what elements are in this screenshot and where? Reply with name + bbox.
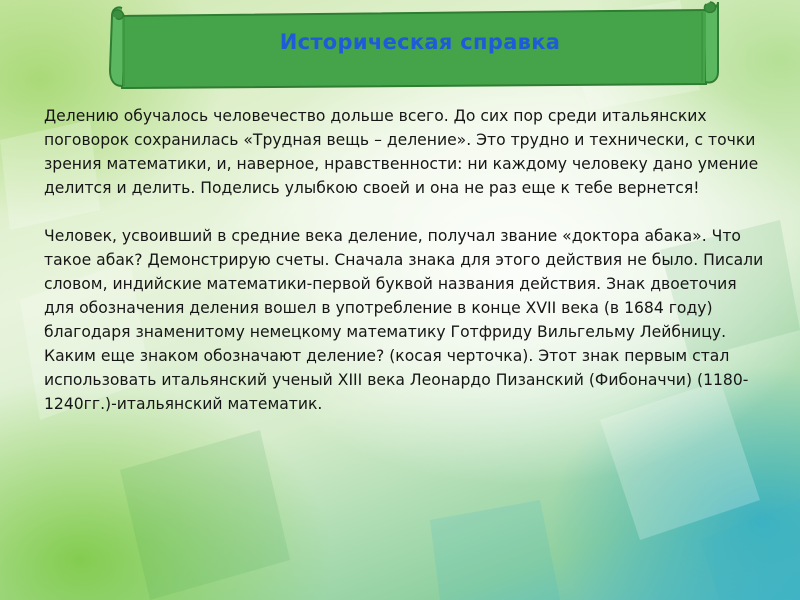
paragraph-abacus-doctor: Человек, усвоивший в средние века деление, получал звание «доктора абака». Что такое абак? Демонстрирую счеты. Сначала знака для этого действия не было. Писали словом, индийские математики-первой буквой названия действия. Знак двоеточия для обозначения деления вошел в употребление в конце XVII века (в 1684 году) благодаря знаменитому немецкому математику Готфриду Вильгельму Лейбницу. Каким еще знаком обозначают деление? (косая черточка). Этот знак первым стал использовать итальянский ученый XIII века Леонардо Пизанский (Фибоначчи) (1180-1240гг.)-итальянский математик.	[44, 227, 764, 413]
paragraph-division-history: Делению обучалось человечество дольше всего. До сих пор среди итальянских поговорок сохранилась «Трудная вещь – деление». Это трудно и технически, с точки зрения математики, и, наверное, нравственности: ни каждому человеку дано умение делится и делить. Поделись улыбкою своей и она не раз еще к тебе вернется!	[44, 107, 759, 197]
slide-body	[44, 104, 764, 416]
slide-title: Историческая справка	[279, 30, 561, 54]
